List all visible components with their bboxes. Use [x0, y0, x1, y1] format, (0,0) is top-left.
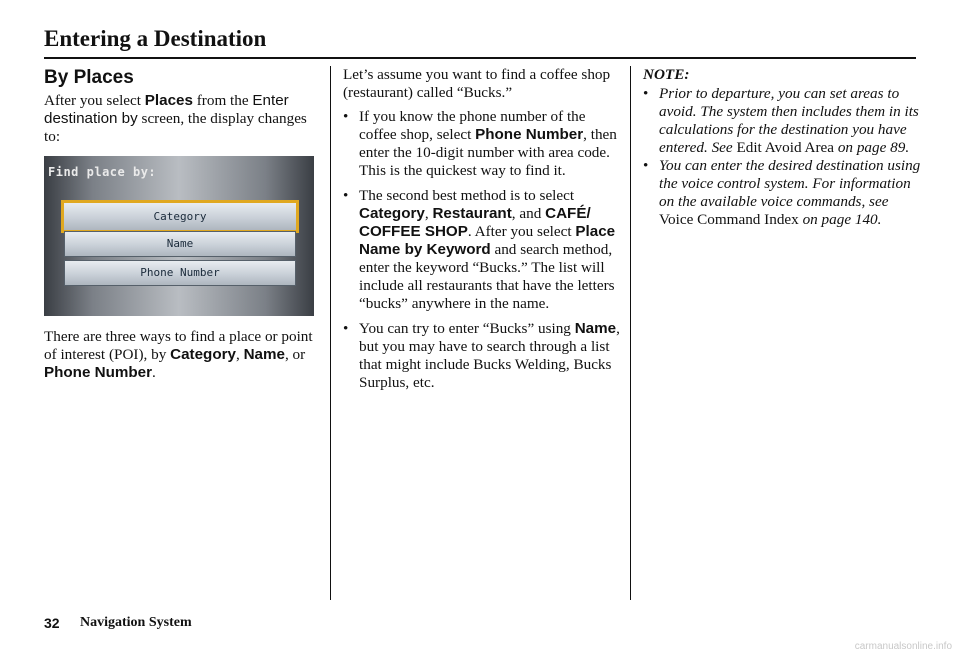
column-right	[643, 66, 923, 229]
name-term: Name	[574, 320, 617, 337]
n2-text-1: You can enter the desired destination using the voice control system. For information on the available voice commands, see	[659, 157, 921, 210]
intro-paragraph	[44, 92, 319, 146]
scenario-paragraph: Let’s assume you want to find a coffee shop (restaurant) called “Bucks.”	[343, 66, 611, 101]
title-rule	[44, 57, 916, 59]
m2-text-1: The second best method is to select	[359, 187, 575, 204]
section-heading: By Places	[44, 67, 134, 88]
category-button[interactable]: Category	[61, 200, 299, 233]
m2-text-5: and search method, enter the keyword “Bucks.” The list will include all restaurants that have the letters “bucks” anywhere in the name.	[359, 241, 615, 312]
footer-section: Navigation System	[80, 615, 192, 630]
note-title: NOTE:	[643, 66, 690, 83]
m2-text-2: ,	[424, 205, 433, 222]
name-term: Name	[243, 346, 285, 363]
n1-text-1: Prior to departure, you can set areas to avoid. The system then includes them in its calculations for the destination you have entered. See	[659, 85, 919, 156]
page-number: 32	[44, 615, 60, 631]
outro-text-1: There are three ways to find a place or point of interest (POI), by	[44, 328, 313, 363]
bullet: •	[643, 157, 649, 174]
category-term: Category	[359, 205, 425, 222]
bullet: •	[643, 85, 649, 102]
m3-text-1: You can try to enter “Bucks” using	[359, 320, 575, 337]
list-item	[643, 157, 923, 229]
phone-number-term: Phone Number	[44, 364, 153, 381]
watermark: carmanualsonline.info	[854, 641, 952, 652]
column-left	[44, 66, 319, 382]
intro-text-3: screen, the display changes to:	[44, 110, 307, 145]
bullet: •	[343, 108, 349, 125]
intro-text-2: from the	[192, 92, 253, 109]
n1-text-2: on page 89.	[834, 139, 910, 156]
n2-text-2: on page 140.	[798, 211, 882, 228]
outro-paragraph	[44, 328, 319, 382]
m2-text-4: . After you select	[467, 223, 576, 240]
find-place-screen	[44, 156, 314, 316]
list-item	[343, 187, 623, 313]
list-item	[343, 320, 623, 392]
phone-number-button[interactable]: Phone Number	[64, 260, 296, 286]
intro-text-1: After you select	[44, 92, 145, 109]
column-middle	[343, 66, 623, 399]
note-list	[643, 85, 923, 229]
bullet: •	[343, 320, 349, 337]
place-name-by-keyword-term: Place Name by Keyword	[359, 223, 616, 258]
places-term: Places	[144, 92, 193, 109]
cafe-coffee-shop-term: CAFÉ/ COFFEE SHOP	[359, 205, 591, 240]
bullet: •	[343, 187, 349, 204]
screen-header: Find place by:	[48, 165, 157, 179]
edit-avoid-area-link[interactable]: Edit Avoid Area	[736, 139, 835, 156]
enter-destination-by-term: Enter destination by	[44, 92, 289, 127]
outro-text-2: ,	[235, 346, 244, 363]
page-title: Entering a Destination	[44, 26, 267, 51]
list-item	[343, 108, 623, 180]
name-button[interactable]: Name	[64, 231, 296, 257]
column-divider-1	[330, 66, 331, 600]
phone-number-term: Phone Number	[475, 126, 584, 143]
m2-text-3: , and	[511, 205, 546, 222]
m1-text-2: , then enter the 10-digit number with area code. This is the quickest way to find it.	[359, 126, 617, 179]
m1-text-1: If you know the phone number of the coffee shop, select	[359, 108, 586, 143]
restaurant-term: Restaurant	[432, 205, 512, 222]
outro-text-3: , or	[284, 346, 306, 363]
category-term: Category	[170, 346, 236, 363]
method-list	[343, 108, 623, 392]
voice-command-index-link[interactable]: Voice Command Index	[659, 211, 799, 228]
list-item	[643, 85, 923, 157]
m3-text-2: , but you may have to search through a list that might include Bucks Welding, Bucks Surplus, etc.	[359, 320, 620, 391]
column-divider-2	[630, 66, 631, 600]
outro-text-4: .	[152, 364, 156, 381]
